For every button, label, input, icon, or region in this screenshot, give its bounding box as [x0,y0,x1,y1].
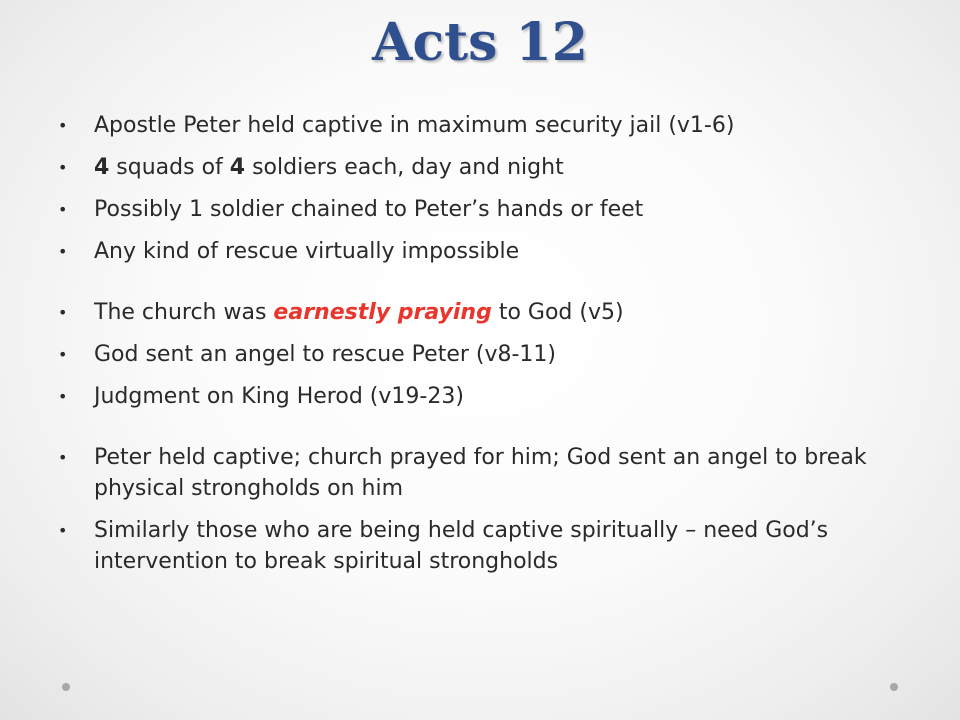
bullet-text: Judgment on King Herod (v19-23) [94,384,464,409]
bullet-item [58,152,898,183]
bullet-item [58,515,898,577]
bullet-text: squads of [109,155,230,180]
bullet-dot-icon: • [58,116,68,135]
bullet-dot-icon: • [58,387,68,406]
bullet-text: God sent an angel to rescue Peter (v8-11) [94,342,557,367]
bullet-text: Apostle Peter held captive in maximum security jail (v1-6) [94,113,735,138]
corner-dot-right-icon [890,683,898,691]
bullet-item [58,297,898,328]
bullet-dot-icon: • [58,303,68,322]
corner-dot-left-icon [62,683,70,691]
bullet-dot-icon: • [58,200,68,219]
bullet-list [58,110,898,588]
bullet-item [58,236,898,267]
slide-title: Acts 12 [372,12,588,73]
bold-number: 4 [229,155,246,180]
bullet-item [58,442,898,504]
bullet-item [58,339,898,370]
bullet-dot-icon: • [58,448,68,467]
bullet-text: Similarly those who are being held captive spiritually – need God’s intervention to break spiritual strongholds [94,518,829,574]
bullet-item [58,110,898,141]
bullet-dot-icon: • [58,345,68,364]
bullet-text: Peter held captive; church prayed for him; God sent an angel to break physical strongholds on him [94,445,867,501]
bullet-dot-icon: • [58,242,68,261]
bullet-text: Any kind of rescue virtually impossible [94,239,520,264]
bold-number: 4 [94,155,110,180]
bullet-text: Possibly 1 soldier chained to Peter’s hands or feet [94,197,644,222]
bullet-text: soldiers each, day and night [245,155,564,180]
bullet-dot-icon: • [58,521,68,540]
emphasized-text: earnestly praying [273,300,492,325]
bullet-dot-icon: • [58,158,68,177]
bullet-item [58,381,898,412]
bullet-item [58,194,898,225]
bullet-text: The church was [94,300,274,325]
bullet-text: to God (v5) [491,300,624,325]
